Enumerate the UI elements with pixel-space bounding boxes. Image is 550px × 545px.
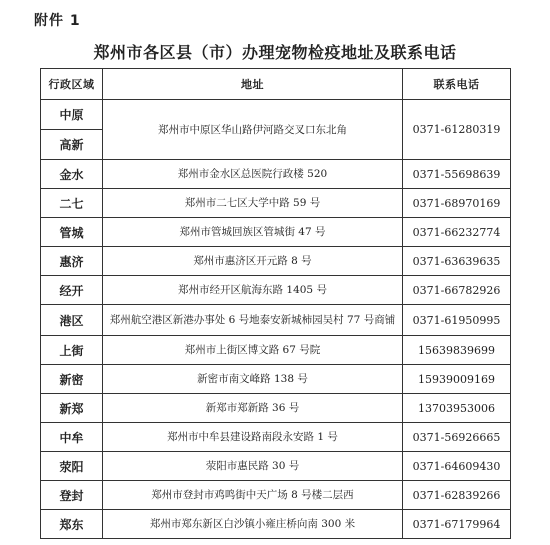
- phone-cell: 0371-68970169: [403, 189, 511, 218]
- address-cell: 郑州市郑东新区白沙镇小雍庄桥向南 300 米: [103, 510, 403, 539]
- region-cell: 高新: [41, 130, 103, 160]
- region-cell: 新密: [41, 365, 103, 394]
- address-cell: 郑州市金水区总医院行政楼 520: [103, 160, 403, 189]
- region-cell: 港区: [41, 305, 103, 336]
- region-cell: 中牟: [41, 423, 103, 452]
- table-row: [41, 394, 511, 423]
- table-row: [41, 100, 511, 130]
- table-row: [41, 365, 511, 394]
- region-cell: 管城: [41, 218, 103, 247]
- region-cell: 登封: [41, 481, 103, 510]
- table-header-row: [41, 69, 511, 100]
- phone-cell: 13703953006: [403, 394, 511, 423]
- address-cell: 郑州市中原区华山路伊河路交叉口东北角: [103, 100, 403, 160]
- table-row: [41, 218, 511, 247]
- table-row: [41, 481, 511, 510]
- address-cell: 郑州市上街区博文路 67 号院: [103, 336, 403, 365]
- region-cell: 二七: [41, 189, 103, 218]
- region-cell: 经开: [41, 276, 103, 305]
- region-cell: 惠济: [41, 247, 103, 276]
- table-row: [41, 189, 511, 218]
- table-row: [41, 160, 511, 189]
- address-cell: 郑州市惠济区开元路 8 号: [103, 247, 403, 276]
- phone-cell: 0371-63639635: [403, 247, 511, 276]
- table-row: [41, 305, 511, 336]
- table-row: [41, 247, 511, 276]
- header-region: 行政区域: [41, 69, 103, 100]
- document-title: 郑州市各区县（市）办理宠物检疫地址及联系电话: [93, 43, 457, 62]
- phone-cell: 0371-62839266: [403, 481, 511, 510]
- table-row: [41, 336, 511, 365]
- phone-cell: 0371-61950995: [403, 305, 511, 336]
- address-cell: 新密市南文峰路 138 号: [103, 365, 403, 394]
- phone-cell: 0371-64609430: [403, 452, 511, 481]
- address-cell: 郑州航空港区新港办事处 6 号地泰安新城柿园吴村 77 号商铺: [103, 305, 403, 336]
- region-cell: 金水: [41, 160, 103, 189]
- phone-cell: 0371-66782926: [403, 276, 511, 305]
- table-row: [41, 452, 511, 481]
- region-cell: 中原: [41, 100, 103, 130]
- contact-table: [40, 68, 511, 539]
- region-cell: 上街: [41, 336, 103, 365]
- phone-cell: 0371-66232774: [403, 218, 511, 247]
- address-cell: 郑州市管城回族区管城街 47 号: [103, 218, 403, 247]
- region-cell: 荥阳: [41, 452, 103, 481]
- region-cell: 郑东: [41, 510, 103, 539]
- phone-cell: 0371-55698639: [403, 160, 511, 189]
- table-row: [41, 423, 511, 452]
- phone-cell: 15639839699: [403, 336, 511, 365]
- phone-cell: 0371-56926665: [403, 423, 511, 452]
- address-cell: 荥阳市惠民路 30 号: [103, 452, 403, 481]
- table-row: [41, 276, 511, 305]
- phone-cell: 15939009169: [403, 365, 511, 394]
- table-row: [41, 510, 511, 539]
- phone-cell: 0371-61280319: [403, 100, 511, 160]
- header-address: 地址: [103, 69, 403, 100]
- address-cell: 郑州市二七区大学中路 59 号: [103, 189, 403, 218]
- region-cell: 新郑: [41, 394, 103, 423]
- address-cell: 郑州市中牟县建设路南段永安路 1 号: [103, 423, 403, 452]
- address-cell: 郑州市登封市鸡鸣街中天广场 8 号楼二层西: [103, 481, 403, 510]
- header-phone: 联系电话: [403, 69, 511, 100]
- phone-cell: 0371-67179964: [403, 510, 511, 539]
- address-cell: 郑州市经开区航海东路 1405 号: [103, 276, 403, 305]
- address-cell: 新郑市郑新路 36 号: [103, 394, 403, 423]
- attachment-label: 附件 1: [34, 13, 81, 29]
